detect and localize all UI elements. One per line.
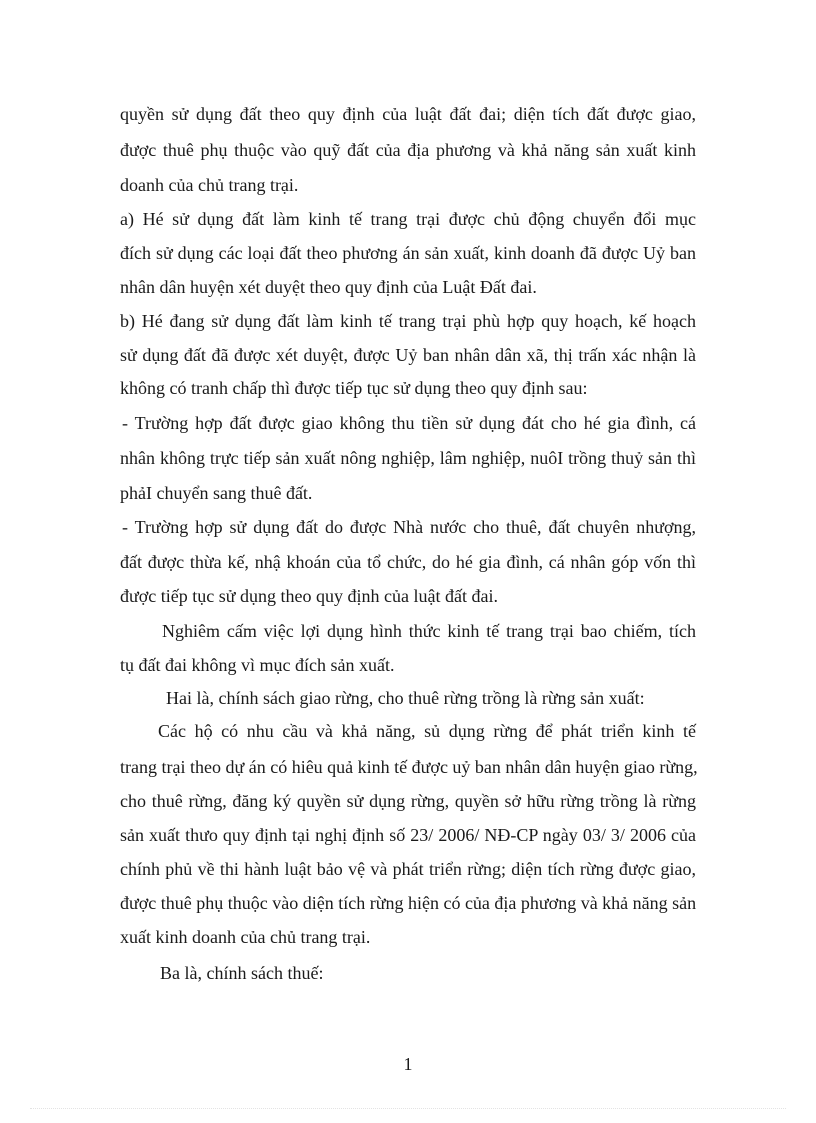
text-line: b) Hé đang sử dụng đất làm kinh tế trang trại phù hợp quy hoạch, kế hoạch: [120, 311, 696, 331]
text-line: a) Hé sử dụng đất làm kinh tế trang trại được chủ động chuyển đổi mục: [120, 209, 696, 229]
text-line: chính phủ về thi hành luật bảo vệ và phát triển rừng; diện tích rừng được giao,: [120, 859, 696, 879]
section-heading: Ba là, chính sách thuế:: [160, 963, 324, 983]
text-line: Nghiêm cấm việc lợi dụng hình thức kinh tế trang trại bao chiếm, tích: [162, 621, 696, 641]
text-line: cho thuê rừng, đăng ký quyền sử dụng rừng, quyền sở hữu rừng trồng là rừng: [120, 791, 696, 811]
text-line: được thuê phụ thuộc vào diện tích rừng hiện có của địa phương và khả năng sản: [120, 893, 697, 913]
text-line: trang trại theo dự án có hiêu quả kinh tế được uỷ ban nhân dân huyện giao rừng,: [120, 757, 698, 777]
text-line: Các hộ có nhu cầu và khả năng, sủ dụng rừng để phát triển kinh tế: [158, 721, 696, 741]
text-line: phảI chuyển sang thuê đất.: [120, 483, 313, 503]
text-line: được tiếp tục sử dụng theo quy định của luật đất đai.: [120, 586, 498, 606]
text-line: quyền sử dụng đất theo quy định của luật đất đai; diện tích đất được giao,: [120, 104, 696, 124]
text-line: đích sử dụng các loại đất theo phương án sản xuất, kinh doanh đã được Uỷ ban: [120, 243, 696, 263]
page-number: 1: [403, 1054, 413, 1074]
text-line: nhân dân huyện xét duyệt theo quy định của Luật Đất đai.: [120, 277, 537, 297]
text-line: sử dụng đất đã được xét duyệt, được Uỷ ban nhân dân xã, thị trấn xác nhận là: [120, 345, 696, 365]
section-heading: Hai là, chính sách giao rừng, cho thuê rừng trồng là rừng sản xuất:: [166, 688, 645, 708]
text-line: - Trường hợp đất được giao không thu tiền sử dụng đát cho hé gia đình, cá: [122, 413, 696, 433]
text-line: không có tranh chấp thì được tiếp tục sử dụng theo quy định sau:: [120, 378, 588, 398]
text-line: được thuê phụ thuộc vào quỹ đất của địa phương và khả năng sản xuất kinh: [120, 140, 696, 160]
text-line: xuất kinh doanh của chủ trang trại.: [120, 927, 371, 947]
text-line: doanh của chủ trang trại.: [120, 175, 299, 195]
text-line: - Trường hợp sử dụng đất do được Nhà nước cho thuê, đất chuyên nhượng,: [122, 517, 696, 537]
text-line: sản xuất thưo quy định tại nghị định số 23/ 2006/ NĐ-CP ngày 03/ 3/ 2006 của: [120, 825, 696, 845]
text-line: đất được thừa kế, nhậ khoán của tổ chức, do hé gia đình, cá nhân góp vốn thì: [120, 552, 696, 572]
page-bottom-rule: [30, 1108, 786, 1109]
text-line: tụ đất đai không vì mục đích sản xuất.: [120, 655, 395, 675]
text-line: nhân không trực tiếp sản xuất nông nghiệp, lâm nghiệp, nuôI trồng thuỷ sản thì: [120, 448, 696, 468]
